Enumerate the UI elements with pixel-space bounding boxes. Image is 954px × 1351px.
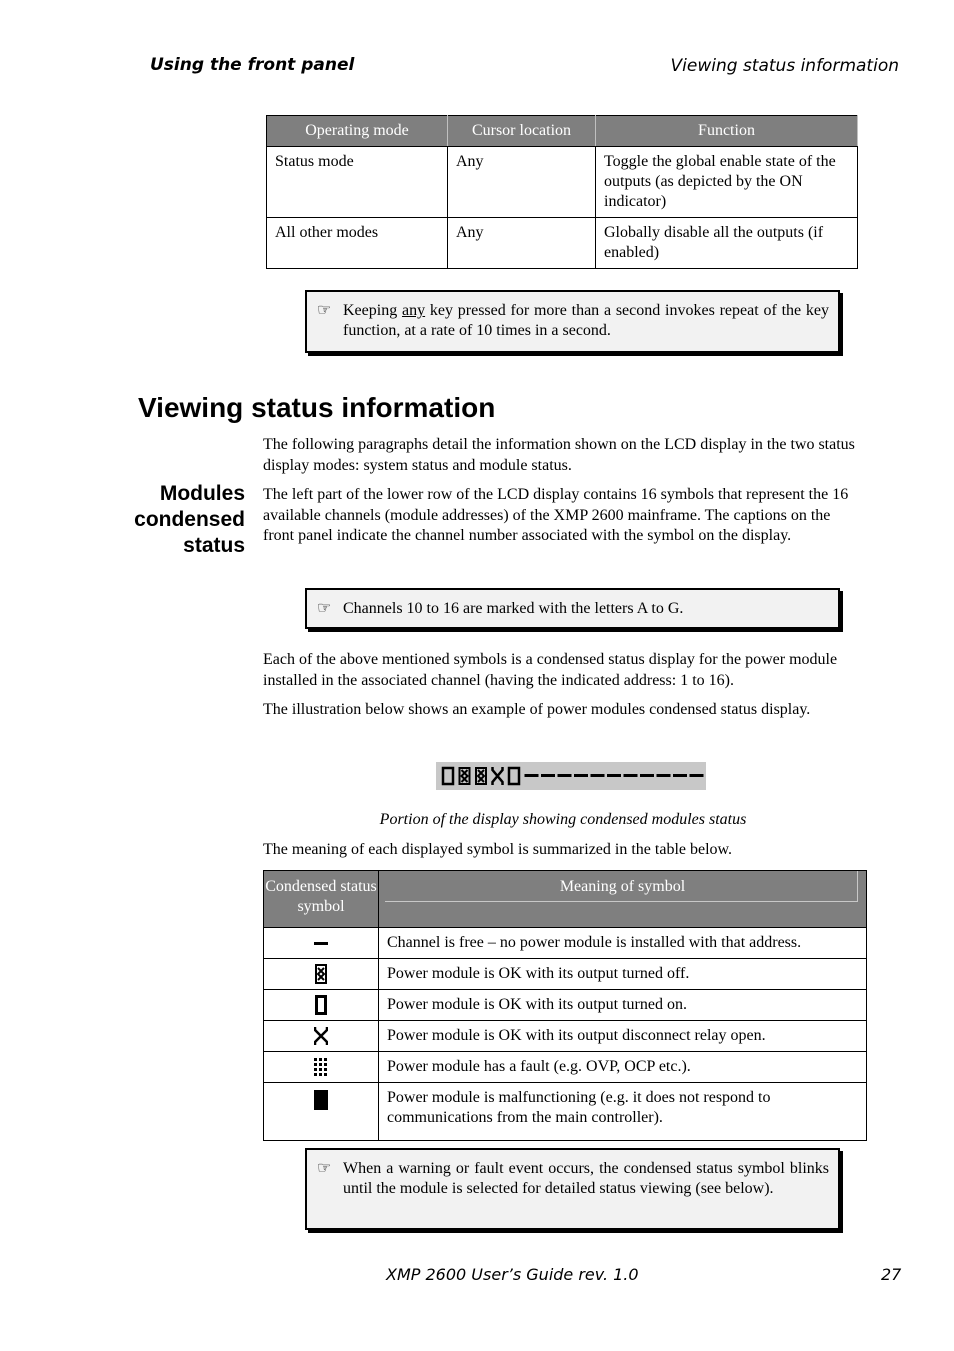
table-row bbox=[264, 1083, 867, 1141]
intro-paragraph: The following paragraphs detail the information shown on the LCD display in the two status display modes: system status and module status. bbox=[263, 436, 855, 474]
lcd-symbol-free bbox=[607, 774, 621, 777]
key-function-table bbox=[266, 115, 858, 269]
column-header: Operating mode bbox=[267, 116, 448, 147]
symbol-cell bbox=[264, 990, 379, 1021]
pointing-hand-icon: ☞ bbox=[317, 1160, 332, 1177]
table-cell: All other modes bbox=[267, 218, 448, 269]
column-header: Cursor location bbox=[448, 116, 596, 147]
column-header: Function bbox=[596, 116, 858, 147]
output-off-symbol-icon bbox=[315, 964, 327, 984]
meaning-cell: Power module is malfunctioning (e.g. it does not respond to communications from the main controller). bbox=[379, 1083, 867, 1141]
table-cell: Globally disable all the outputs (if enabled) bbox=[596, 218, 858, 269]
table-cell: Status mode bbox=[267, 147, 448, 218]
note-text: Keeping any key pressed for more than a second invokes repeat of the key function, at a rate of 10 times in a second. bbox=[343, 302, 829, 339]
table-cell: Any bbox=[448, 218, 596, 269]
paragraph: Each of the above mentioned symbols is a condensed status display for the power module installed in the associated channel (having the indicated address: 1 to 16). bbox=[263, 651, 838, 689]
lcd-symbol-off bbox=[460, 768, 470, 784]
table-row bbox=[264, 959, 867, 990]
lcd-symbol-free bbox=[541, 774, 555, 777]
lcd-symbol-free bbox=[640, 774, 654, 777]
paragraph: The meaning of each displayed symbol is summarized in the table below. bbox=[263, 841, 733, 858]
note-blinking-symbol bbox=[305, 1148, 840, 1230]
dash-symbol-icon bbox=[314, 933, 328, 953]
table-row bbox=[264, 990, 867, 1021]
note-key-repeat bbox=[305, 290, 840, 353]
symbol-cell bbox=[264, 1083, 379, 1141]
lcd-symbol-on bbox=[509, 768, 519, 784]
lcd-symbol-free bbox=[657, 774, 671, 777]
relay-open-symbol-icon bbox=[314, 1026, 328, 1046]
lcd-symbol-free bbox=[673, 774, 687, 777]
running-header-right: Viewing status information bbox=[670, 56, 899, 76]
lcd-symbol-free bbox=[690, 774, 704, 777]
table-row bbox=[264, 928, 867, 959]
paragraph: The left part of the lower row of the LCD display contains 16 symbols that represent the 16 available channels (module addresses) of the XMP 2600 mainframe. The captions on the front panel indicate the channel number associated with the symbol on the display. bbox=[263, 486, 849, 544]
output-on-symbol-icon bbox=[315, 995, 327, 1015]
running-header-left: Using the front panel bbox=[150, 55, 355, 75]
fault-symbol-icon bbox=[314, 1057, 328, 1077]
note-channel-letters bbox=[305, 588, 840, 629]
table-cell: Any bbox=[448, 147, 596, 218]
page-number: 27 bbox=[881, 1265, 902, 1284]
pointing-hand-icon: ☞ bbox=[317, 600, 332, 617]
symbol-meaning-table bbox=[263, 870, 867, 1141]
table-header-row bbox=[267, 116, 858, 147]
table-row bbox=[267, 218, 858, 269]
table-row bbox=[264, 1021, 867, 1052]
meaning-cell: Power module has a fault (e.g. OVP, OCP etc.). bbox=[379, 1052, 867, 1083]
symbol-cell bbox=[264, 928, 379, 959]
table-cell: Toggle the global enable state of the outputs (as depicted by the ON indicator) bbox=[596, 147, 858, 218]
figure-caption: Portion of the display showing condensed modules status bbox=[379, 811, 747, 828]
symbol-cell bbox=[264, 1021, 379, 1052]
lcd-symbol-free bbox=[624, 774, 638, 777]
lcd-symbols bbox=[436, 762, 706, 790]
underlined-word: any bbox=[401, 302, 426, 319]
lcd-symbol-free bbox=[558, 774, 572, 777]
malfunction-symbol-icon bbox=[314, 1090, 328, 1110]
table-header-row bbox=[264, 871, 867, 928]
symbol-cell bbox=[264, 1052, 379, 1083]
column-header: Meaning of symbol bbox=[379, 871, 867, 928]
lcd-symbol-on bbox=[443, 768, 453, 784]
table-row bbox=[264, 1052, 867, 1083]
meaning-cell: Power module is OK with its output turned off. bbox=[379, 959, 867, 990]
column-header: Condensed status symbol bbox=[264, 871, 379, 928]
lcd-symbol-free bbox=[525, 774, 539, 777]
lcd-symbol-free bbox=[574, 774, 588, 777]
meaning-cell: Power module is OK with its output turned on. bbox=[379, 990, 867, 1021]
table-row bbox=[267, 147, 858, 218]
lcd-symbol-relay-open bbox=[493, 767, 503, 785]
note-text: When a warning or fault event occurs, the condensed status symbol blinks until the module is selected for detailed status viewing (see below). bbox=[343, 1160, 829, 1197]
section-title: Viewing status information bbox=[138, 392, 496, 423]
footer-title: XMP 2600 User’s Guide rev. 1.0 bbox=[386, 1265, 639, 1284]
lcd-symbol-off bbox=[476, 768, 486, 784]
meaning-cell: Power module is OK with its output disconnect relay open. bbox=[379, 1021, 867, 1052]
pointing-hand-icon: ☞ bbox=[317, 302, 332, 319]
lcd-symbol-free bbox=[591, 774, 605, 777]
lcd-display-illustration bbox=[436, 762, 706, 790]
symbol-cell bbox=[264, 959, 379, 990]
meaning-cell: Channel is free – no power module is installed with that address. bbox=[379, 928, 867, 959]
paragraph: The illustration below shows an example of power modules condensed status display. bbox=[263, 701, 811, 718]
note-text: Channels 10 to 16 are marked with the letters A to G. bbox=[343, 600, 684, 617]
subsection-title: Modules condensed status bbox=[134, 482, 245, 557]
